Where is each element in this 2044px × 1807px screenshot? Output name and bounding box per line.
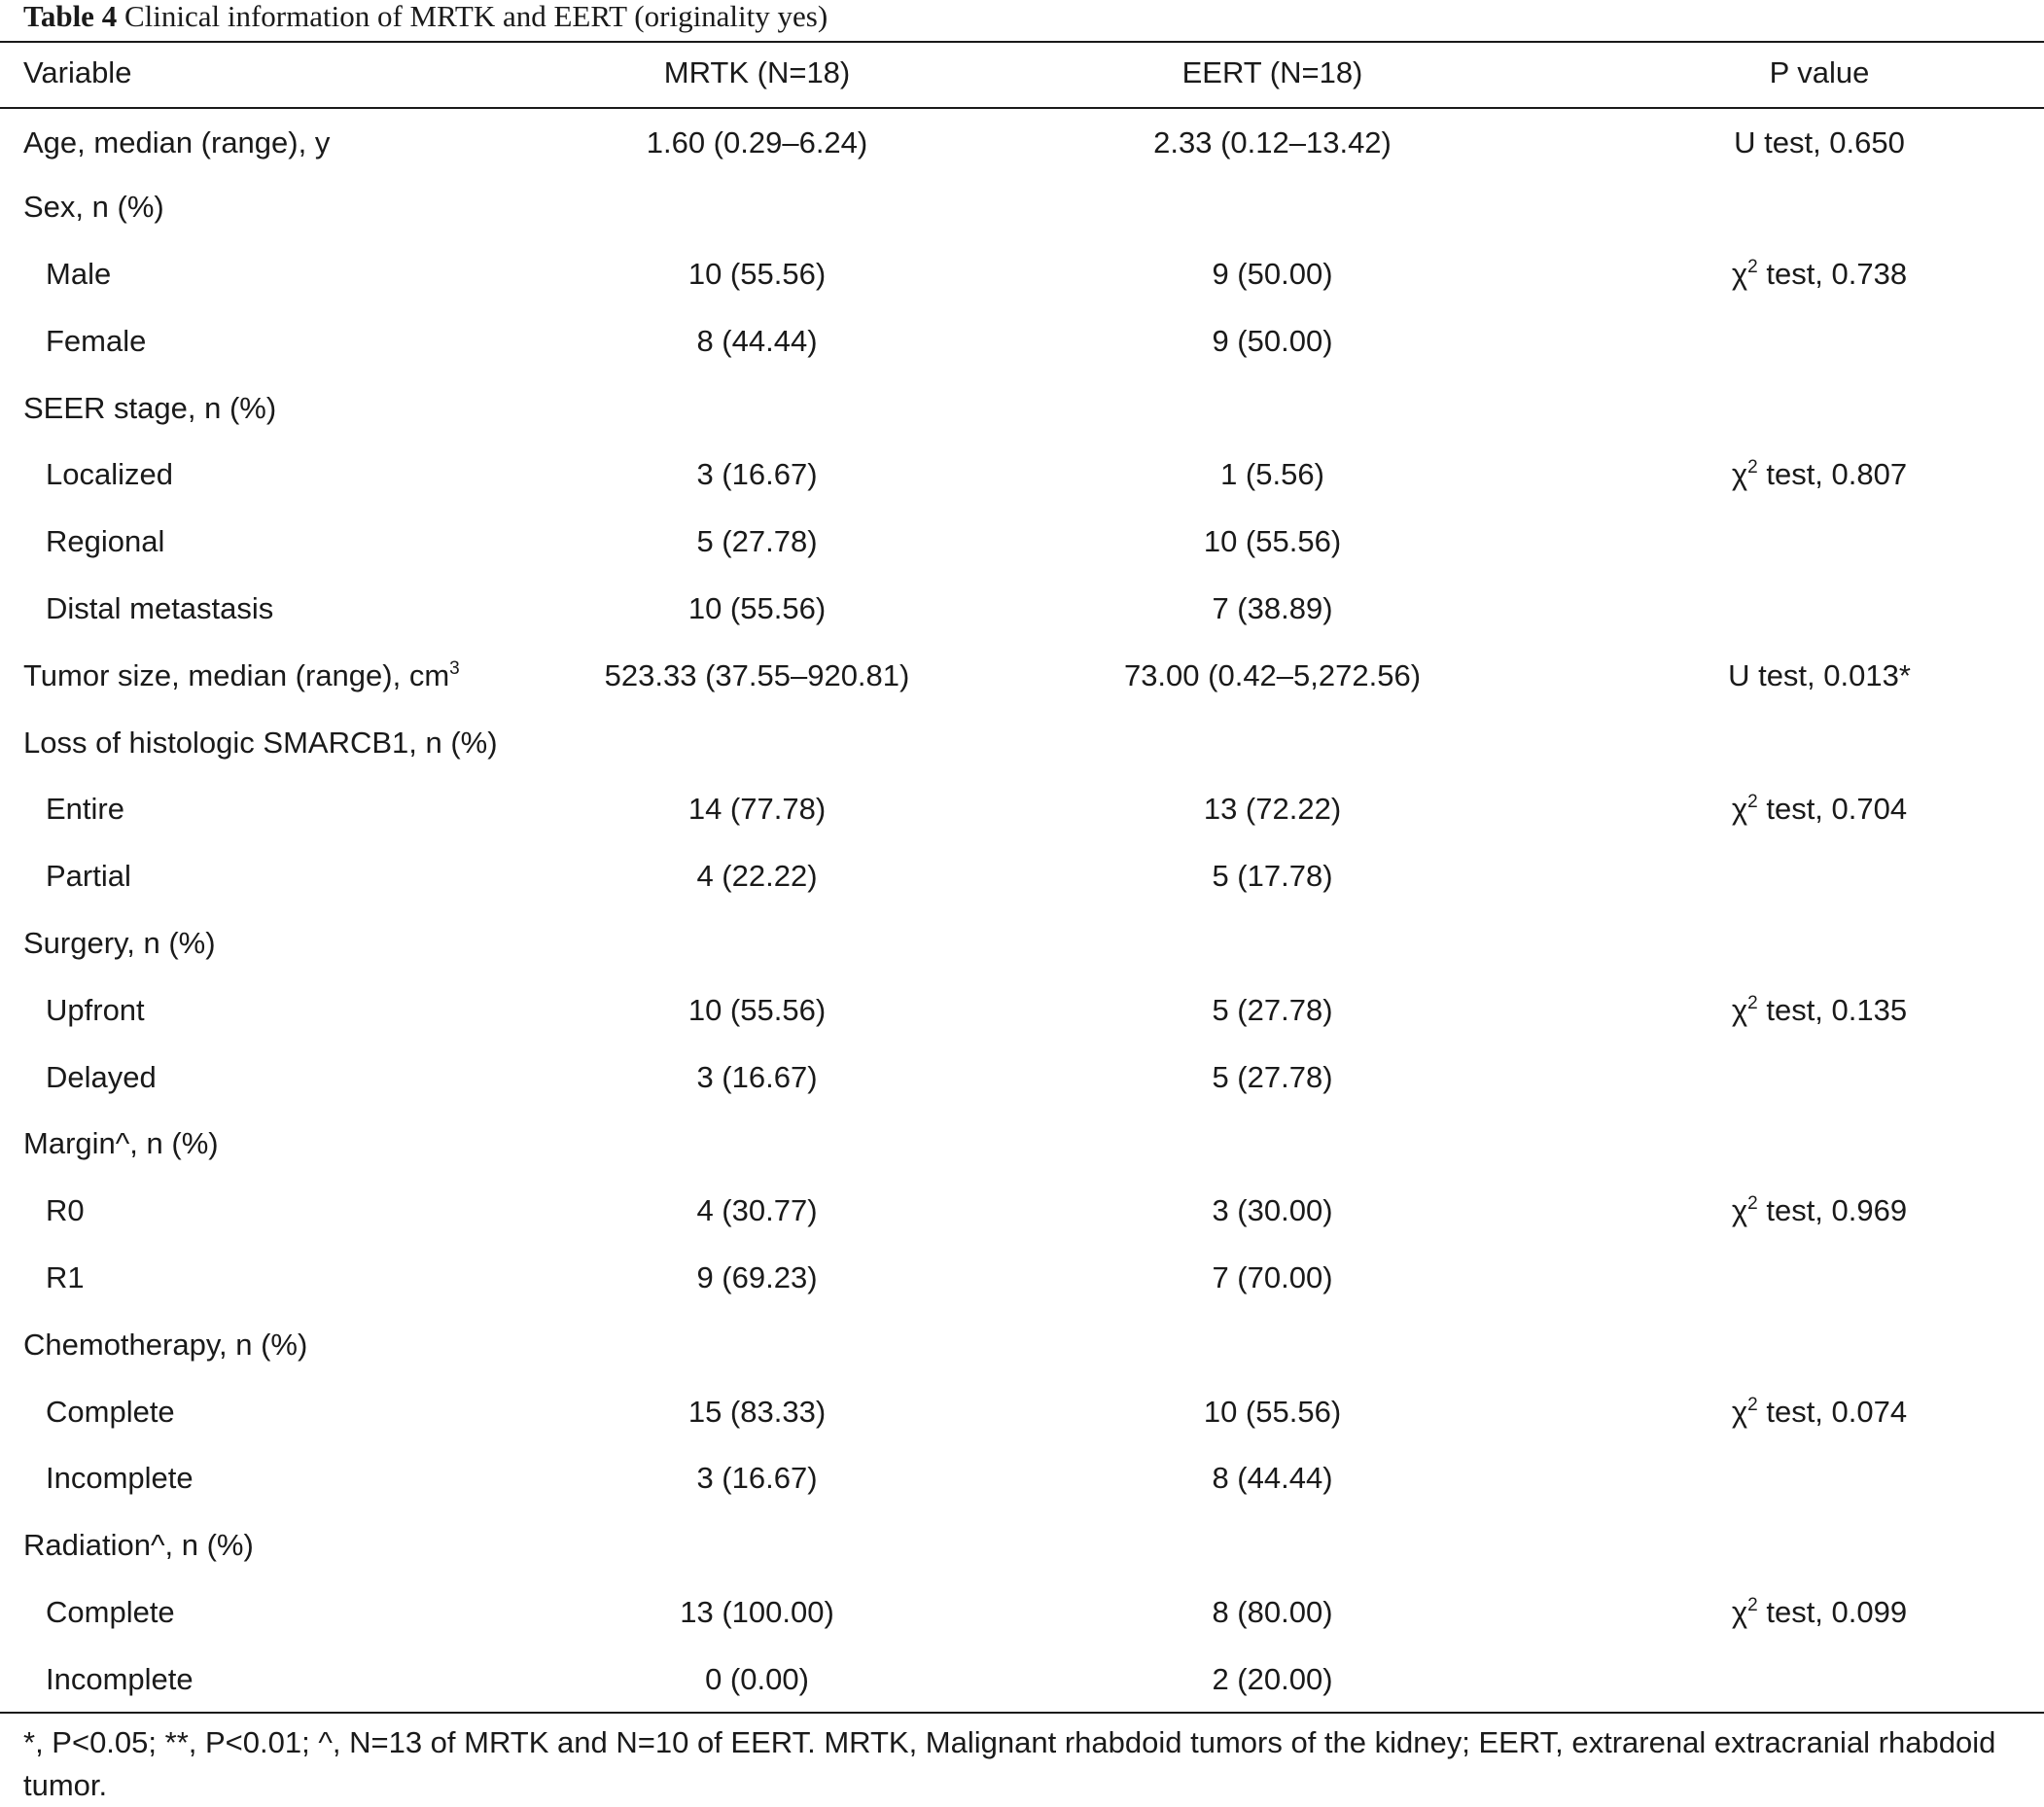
variable-label: SEER stage, n (%) bbox=[23, 390, 277, 425]
mrtk-cell: 1.60 (0.29–6.24) bbox=[646, 125, 868, 160]
eert-cell: 3 (30.00) bbox=[1212, 1193, 1333, 1228]
variable-label: Male bbox=[46, 256, 112, 291]
p-value-cell bbox=[1595, 776, 2044, 843]
eert-cell bbox=[950, 1512, 1595, 1579]
table-row bbox=[0, 1178, 2044, 1245]
variable-label: Partial bbox=[46, 859, 131, 894]
variable-cell bbox=[0, 1245, 564, 1312]
variable-cell bbox=[0, 1646, 564, 1713]
variable-cell bbox=[0, 1512, 564, 1579]
mrtk-cell: 3 (16.67) bbox=[696, 1461, 818, 1496]
chi-square-superscript: 2 bbox=[1747, 256, 1758, 277]
mrtk-cell: 4 (30.77) bbox=[696, 1193, 818, 1228]
table-row bbox=[0, 1445, 2044, 1512]
p-value-cell bbox=[1595, 709, 2044, 776]
variable-label: Age, median (range), y bbox=[23, 125, 331, 160]
table-row bbox=[0, 776, 2044, 843]
table-caption bbox=[23, 0, 828, 39]
variable-label: Tumor size, median (range), cm bbox=[23, 657, 450, 692]
mrtk-cell bbox=[564, 910, 950, 977]
chi-square-symbol: χ bbox=[1731, 992, 1748, 1027]
variable-cell bbox=[0, 442, 564, 509]
eert-cell: 5 (27.78) bbox=[1212, 1059, 1333, 1094]
eert-cell bbox=[950, 174, 1595, 241]
p-value-text: U test, 0.650 bbox=[1734, 125, 1905, 160]
chi-square-symbol: χ bbox=[1731, 792, 1748, 827]
variable-label: Incomplete bbox=[46, 1661, 194, 1696]
mrtk-cell: 523.33 (37.55–920.81) bbox=[604, 657, 910, 692]
chi-square-superscript: 2 bbox=[1747, 792, 1758, 813]
table-row bbox=[0, 1646, 2044, 1713]
variable-cell bbox=[0, 509, 564, 576]
eert-cell: 1 (5.56) bbox=[1220, 457, 1324, 492]
table-title: Clinical information of MRTK and EERT (originality yes) bbox=[123, 0, 828, 33]
table-row bbox=[0, 576, 2044, 643]
mrtk-cell bbox=[564, 1311, 950, 1378]
table-row bbox=[0, 307, 2044, 374]
mrtk-cell: 15 (83.33) bbox=[687, 1394, 827, 1429]
mrtk-cell bbox=[564, 1111, 950, 1178]
column-header-variable: Variable bbox=[23, 55, 132, 89]
table-row bbox=[0, 709, 2044, 776]
table-row bbox=[0, 910, 2044, 977]
table-row bbox=[0, 241, 2044, 308]
eert-cell: 13 (72.22) bbox=[1203, 792, 1342, 827]
mrtk-cell: 10 (55.56) bbox=[687, 590, 827, 625]
mrtk-cell: 5 (27.78) bbox=[696, 524, 818, 559]
variable-label: Localized bbox=[46, 457, 173, 492]
variable-label: Complete bbox=[46, 1594, 175, 1629]
p-value-cell bbox=[1595, 107, 2044, 174]
eert-cell bbox=[950, 374, 1595, 442]
table-row bbox=[0, 976, 2044, 1044]
variable-label: R0 bbox=[46, 1193, 85, 1228]
variable-label: Entire bbox=[46, 792, 124, 827]
mrtk-cell bbox=[564, 174, 950, 241]
table-row bbox=[0, 509, 2044, 576]
variable-cell bbox=[0, 1178, 564, 1245]
p-value-cell bbox=[1595, 174, 2044, 241]
clinical-table bbox=[0, 43, 2044, 1713]
variable-label: Chemotherapy, n (%) bbox=[23, 1327, 308, 1362]
eert-cell: 10 (55.56) bbox=[1203, 1394, 1342, 1429]
variable-label: Complete bbox=[46, 1394, 175, 1429]
table-label: Table 4 bbox=[23, 0, 118, 33]
mrtk-cell: 10 (55.56) bbox=[687, 256, 827, 291]
p-value-text: test, 0.074 bbox=[1766, 1394, 1908, 1429]
chi-square-superscript: 2 bbox=[1747, 457, 1758, 478]
chi-square-symbol: χ bbox=[1731, 457, 1748, 492]
variable-cell bbox=[0, 910, 564, 977]
table-row bbox=[0, 1512, 2044, 1579]
chi-square-symbol: χ bbox=[1731, 1394, 1748, 1429]
p-value-cell bbox=[1595, 1646, 2044, 1713]
variable-cell bbox=[0, 1445, 564, 1512]
p-value-text: test, 0.704 bbox=[1766, 792, 1908, 827]
p-value-text: test, 0.738 bbox=[1766, 256, 1908, 291]
mrtk-cell: 3 (16.67) bbox=[696, 457, 818, 492]
mrtk-cell: 3 (16.67) bbox=[696, 1059, 818, 1094]
eert-cell: 9 (50.00) bbox=[1212, 323, 1333, 358]
p-value-cell bbox=[1595, 910, 2044, 977]
table-row bbox=[0, 843, 2044, 910]
mrtk-cell bbox=[564, 1512, 950, 1579]
variable-cell bbox=[0, 576, 564, 643]
eert-cell: 2 (20.00) bbox=[1212, 1661, 1333, 1696]
p-value-text: U test, 0.013* bbox=[1728, 657, 1911, 692]
table-row bbox=[0, 1111, 2044, 1178]
p-value-cell bbox=[1595, 576, 2044, 643]
variable-cell bbox=[0, 1111, 564, 1178]
table-body bbox=[0, 107, 2044, 1713]
p-value-text: test, 0.099 bbox=[1766, 1594, 1908, 1629]
variable-label: Surgery, n (%) bbox=[23, 925, 216, 960]
variable-cell bbox=[0, 241, 564, 308]
p-value-cell bbox=[1595, 1378, 2044, 1445]
variable-cell bbox=[0, 1579, 564, 1647]
p-value-cell bbox=[1595, 1445, 2044, 1512]
mrtk-cell: 9 (69.23) bbox=[696, 1259, 818, 1294]
variable-cell bbox=[0, 307, 564, 374]
variable-cell bbox=[0, 776, 564, 843]
eert-cell bbox=[950, 709, 1595, 776]
chi-square-symbol: χ bbox=[1731, 1594, 1748, 1629]
variable-label: Regional bbox=[46, 524, 165, 559]
variable-cell bbox=[0, 642, 564, 709]
variable-cell bbox=[0, 843, 564, 910]
mrtk-cell: 13 (100.00) bbox=[680, 1594, 834, 1629]
variable-cell bbox=[0, 976, 564, 1044]
table-row bbox=[0, 374, 2044, 442]
p-value-cell bbox=[1595, 1111, 2044, 1178]
variable-label: R1 bbox=[46, 1259, 85, 1294]
table-row bbox=[0, 107, 2044, 174]
header-row bbox=[0, 43, 2044, 107]
eert-cell bbox=[950, 1111, 1595, 1178]
p-value-cell bbox=[1595, 307, 2044, 374]
eert-cell: 5 (17.78) bbox=[1212, 859, 1333, 894]
table-row bbox=[0, 1245, 2044, 1312]
p-value-cell bbox=[1595, 241, 2044, 308]
mrtk-cell: 10 (55.56) bbox=[687, 992, 827, 1027]
variable-cell bbox=[0, 107, 564, 174]
p-value-text: test, 0.135 bbox=[1766, 992, 1908, 1027]
mrtk-cell: 0 (0.00) bbox=[705, 1661, 809, 1696]
eert-cell: 8 (44.44) bbox=[1212, 1461, 1333, 1496]
chi-square-symbol: χ bbox=[1731, 256, 1748, 291]
eert-cell: 5 (27.78) bbox=[1212, 992, 1333, 1027]
table-row bbox=[0, 1311, 2044, 1378]
column-header-mrtk: MRTK (N=18) bbox=[663, 55, 851, 89]
eert-cell bbox=[950, 910, 1595, 977]
variable-cell bbox=[0, 1378, 564, 1445]
variable-label: Incomplete bbox=[46, 1461, 194, 1496]
mrtk-cell bbox=[564, 709, 950, 776]
variable-label: Upfront bbox=[46, 992, 145, 1027]
chi-square-superscript: 2 bbox=[1747, 992, 1758, 1013]
eert-cell: 2.33 (0.12–13.42) bbox=[1153, 125, 1392, 160]
variable-label: Margin^, n (%) bbox=[23, 1126, 219, 1161]
eert-cell: 10 (55.56) bbox=[1203, 524, 1342, 559]
eert-cell: 9 (50.00) bbox=[1212, 256, 1333, 291]
chi-square-superscript: 2 bbox=[1747, 1594, 1758, 1615]
p-value-cell bbox=[1595, 976, 2044, 1044]
p-value-cell bbox=[1595, 1178, 2044, 1245]
p-value-text: test, 0.807 bbox=[1766, 457, 1908, 492]
mrtk-cell bbox=[564, 374, 950, 442]
mrtk-cell: 14 (77.78) bbox=[687, 792, 827, 827]
table-row bbox=[0, 174, 2044, 241]
p-value-cell bbox=[1595, 1512, 2044, 1579]
p-value-cell bbox=[1595, 1245, 2044, 1312]
eert-cell: 73.00 (0.42–5,272.56) bbox=[1123, 657, 1422, 692]
p-value-cell bbox=[1595, 1044, 2044, 1111]
mrtk-cell: 8 (44.44) bbox=[696, 323, 818, 358]
p-value-cell bbox=[1595, 442, 2044, 509]
p-value-cell bbox=[1595, 374, 2044, 442]
variable-cell bbox=[0, 709, 564, 776]
p-value-cell bbox=[1595, 509, 2044, 576]
variable-cell bbox=[0, 1311, 564, 1378]
variable-label: Female bbox=[46, 323, 147, 358]
variable-label: Sex, n (%) bbox=[23, 190, 164, 225]
variable-cell bbox=[0, 1044, 564, 1111]
variable-label: Loss of histologic SMARCB1, n (%) bbox=[23, 725, 498, 760]
table-row bbox=[0, 642, 2044, 709]
variable-label: Distal metastasis bbox=[46, 590, 274, 625]
variable-superscript: 3 bbox=[449, 657, 460, 679]
table-row bbox=[0, 442, 2044, 509]
p-value-cell bbox=[1595, 642, 2044, 709]
variable-cell bbox=[0, 174, 564, 241]
column-header-eert: EERT (N=18) bbox=[1181, 55, 1363, 89]
eert-cell: 8 (80.00) bbox=[1212, 1594, 1333, 1629]
eert-cell: 7 (38.89) bbox=[1212, 590, 1333, 625]
table-row bbox=[0, 1579, 2044, 1647]
eert-cell bbox=[950, 1311, 1595, 1378]
variable-label: Radiation^, n (%) bbox=[23, 1528, 254, 1563]
eert-cell: 7 (70.00) bbox=[1212, 1259, 1333, 1294]
p-value-text: test, 0.969 bbox=[1766, 1193, 1908, 1228]
p-value-cell bbox=[1595, 1579, 2044, 1647]
table-row bbox=[0, 1378, 2044, 1445]
table-footnote: *, P<0.05; **, P<0.01; ^, N=13 of MRTK and N=10 of EERT. MRTK, Malignant rhabdoid tumors of the kidney; EERT, extrarenal extracranial rhabdoid tumor. bbox=[23, 1725, 1996, 1802]
chi-square-superscript: 2 bbox=[1747, 1394, 1758, 1415]
p-value-cell bbox=[1595, 1311, 2044, 1378]
table-row bbox=[0, 1044, 2044, 1111]
column-header-p-value: P value bbox=[1769, 55, 1870, 89]
variable-cell bbox=[0, 374, 564, 442]
chi-square-symbol: χ bbox=[1731, 1193, 1748, 1228]
variable-label: Delayed bbox=[46, 1059, 157, 1094]
chi-square-superscript: 2 bbox=[1747, 1193, 1758, 1215]
mrtk-cell: 4 (22.22) bbox=[696, 859, 818, 894]
p-value-cell bbox=[1595, 843, 2044, 910]
